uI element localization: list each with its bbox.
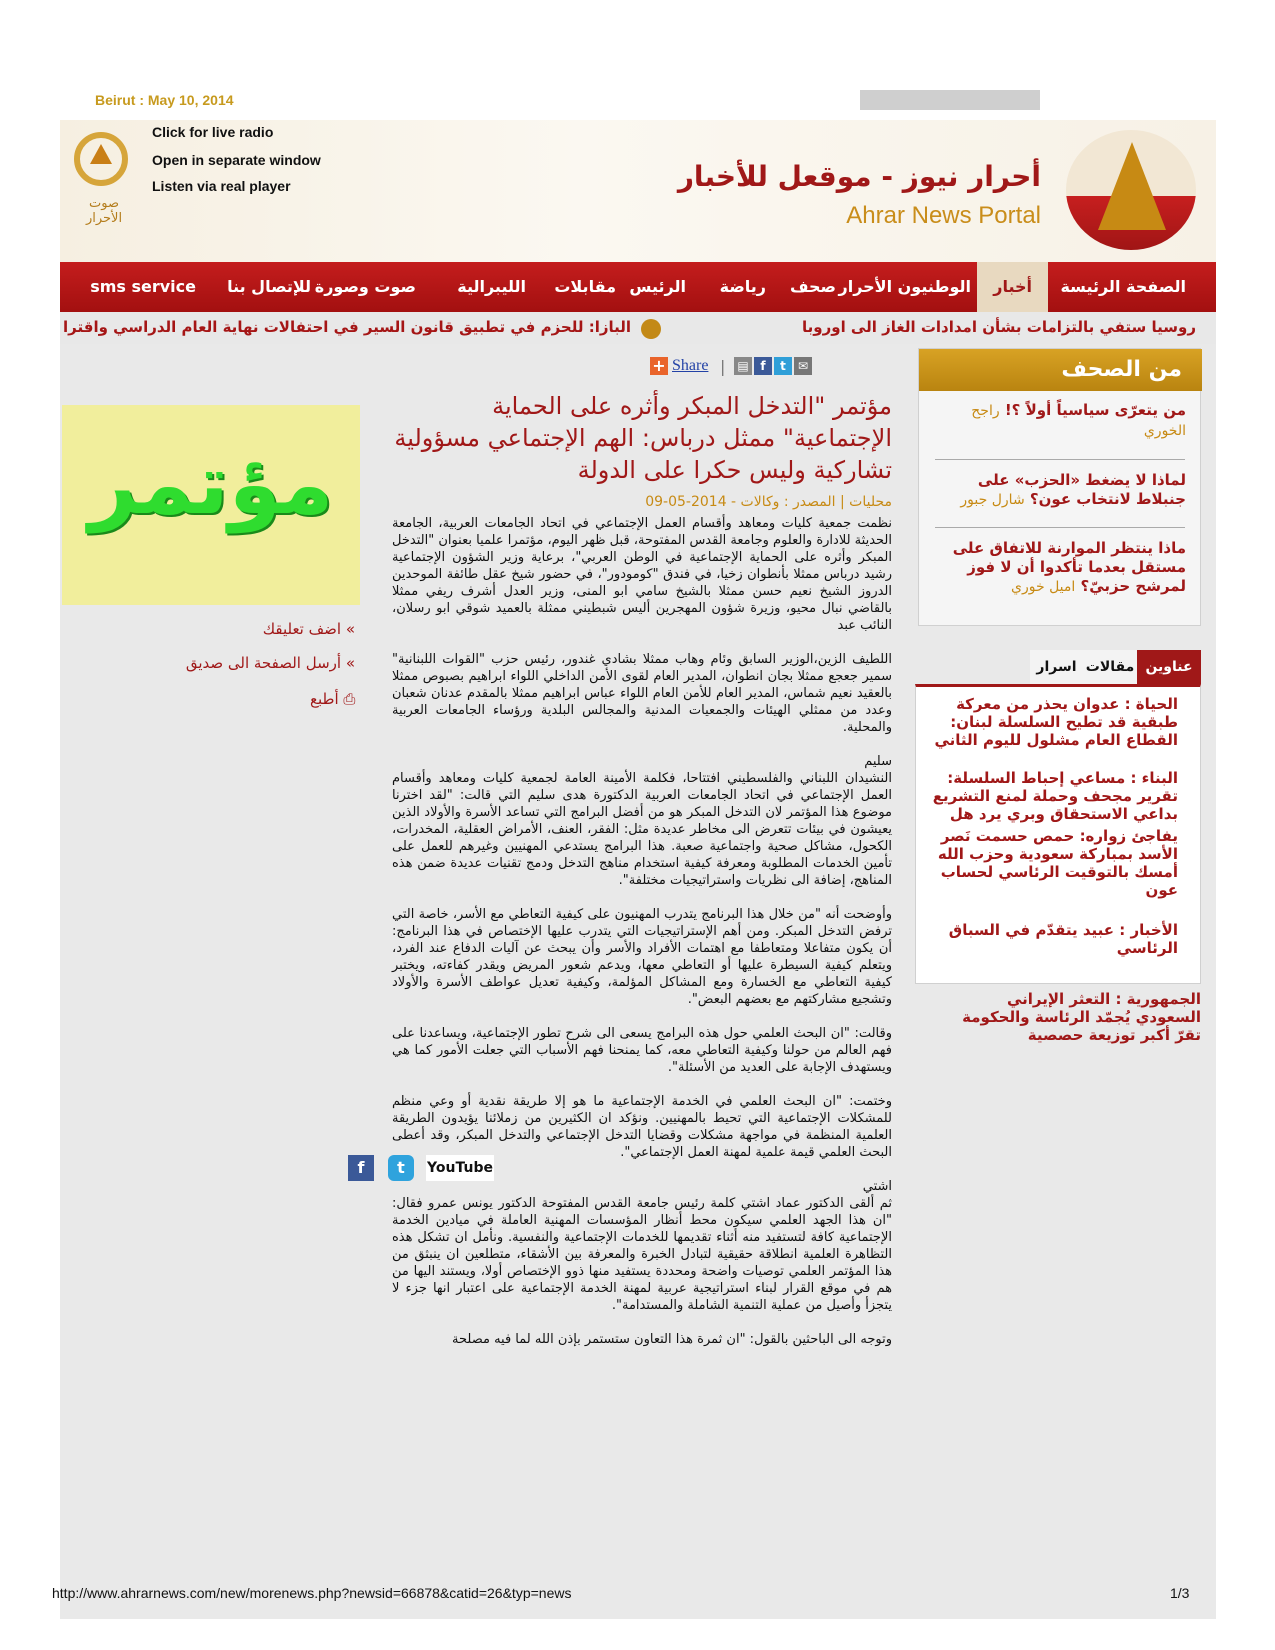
page-url: http://www.ahrarnews.com/new/morenews.php?newsid=66878&catid=26&typ=news — [52, 1585, 572, 1601]
article-body — [392, 515, 892, 1365]
headline-item[interactable]: الأخبار : عبيد يتقدّم في السباق الرئاسي — [948, 921, 1178, 957]
nav-audio-video[interactable]: صوت وصورة — [314, 277, 416, 296]
article-paragraph: وتوجه الى الباحثين بالقول: "ان ثمرة هذا التعاون ستستمر بإذن الله لما فيه مصلحة — [452, 1332, 892, 1347]
press-headline[interactable]: لماذا لا يضغط «الحزب» على جنبلاط لانتخاب عون؟ — [977, 471, 1186, 508]
email-share-icon[interactable]: ✉ — [794, 357, 812, 375]
nav-newspapers[interactable]: صحف — [789, 277, 836, 296]
article-paragraph: اللطيف الزين،الوزير السابق وئام وهاب ممثلا بشادي غندور، رئيس حزب "القوات اللبنانية" سمير جعجع ممثلا بجان انطوان، المدير العام لقوى الأمن الداخلي اللواء ابراهيم بصبوص ممثلا بالعقيد نعيم شماس، المدير العام للأمن العام اللواء عباس ابراهيم ممثلا بالمقدم عدنان شعبان وعدد من ممثلي الهيئات والجمعيات المدنية والمجالس البلدية ورؤساء الجامعات العربية والمحلية. — [392, 652, 892, 735]
headline-item[interactable]: الجمهورية : التعثر الإيراني السعودي يُجمّد الرئاسة والحكومة تقرّ أكبر توزيعة حصصية — [962, 990, 1201, 1044]
nav-news[interactable]: أخبار — [977, 262, 1048, 312]
radio-name: صوت الأحرار — [85, 196, 123, 226]
tab-secrets[interactable]: اسرار — [1030, 650, 1083, 684]
facebook-icon[interactable]: f — [348, 1155, 374, 1181]
nav-contact[interactable]: للإتصال بنا — [227, 277, 311, 296]
twitter-share-icon[interactable]: t — [774, 357, 792, 375]
print-link-label: أطبع — [310, 690, 339, 708]
live-radio-link[interactable]: Click for live radio — [152, 124, 274, 140]
youtube-label: YouTube — [427, 1160, 493, 1176]
real-player-link[interactable]: Listen via real player — [152, 178, 291, 194]
banner-placeholder — [860, 90, 1040, 110]
press-author: راجح الخوري — [971, 403, 1186, 439]
send-to-friend-link[interactable]: » أرسل الصفحة الى صديق — [185, 654, 355, 672]
tab-articles[interactable]: مقالات — [1083, 650, 1137, 684]
article-headline: مؤتمر "التدخل المبكر وأثره على الحماية الإجتماعية" ممثل درباس: الهم الإجتماعي مسؤولية تشاركية وليس حكرا على الدولة — [394, 392, 892, 484]
press-item[interactable] — [936, 401, 1186, 441]
site-header — [60, 120, 1216, 262]
press-author: شارل جبور — [960, 492, 1025, 508]
conference-image-text: مؤتمر — [88, 435, 334, 533]
press-item[interactable] — [936, 539, 1186, 597]
headline-item[interactable]: الحياة : عدوان يحذر من معركة طبقية قد تطيح السلسلة لبنان: القطاع العام مشلول لليوم الثاني — [934, 695, 1178, 749]
portal-title-english: Ahrar News Portal — [846, 202, 1041, 229]
add-comment-link[interactable]: » اضف تعليقك — [262, 620, 355, 638]
news-ticker — [60, 312, 1216, 344]
ticker-logo-icon — [641, 319, 661, 339]
headlines-panel — [915, 684, 1201, 984]
tab-headlines[interactable]: عناوين — [1137, 650, 1201, 684]
portal-title-arabic: أحرار نيوز - موقعل للأخبار — [677, 160, 1041, 193]
separate-window-link[interactable]: Open in separate window — [152, 152, 321, 168]
divider — [935, 527, 1185, 528]
article-meta: محليات | المصدر : وكالات - 2014-05-09 — [645, 494, 892, 510]
press-headline[interactable]: ماذا ينتظر الموارنة للاتفاق على مستقل بعدما تأكدوا أن لا فوز لمرشح حزبيّ؟ — [952, 539, 1186, 595]
main-navigation — [60, 262, 1216, 312]
share-link[interactable]: Share — [672, 357, 709, 374]
article-paragraph: وأوضحت أنه "من خلال هذا البرنامج يتدرب المهنيون على كيفية التعاطي مع الأسر، خاصة التي ترفض التدخل المبكر. ومن أهم الإستراتيجيات التي يتدرب عليها الإختصاص في هذا البرنامج: أن يكون متفاعلا ومتعاطفا مع اهتمات الأفراد والأسر وأن يبحث عن آليات الدفاع عند الفرد، ويتعلم كيفية السيطرة عليها أو التعاطي معها، ويدعم شعور المريض ويقدر كفاءته، ويختبر كيفية التعاطي مع الخسارة ومع المشاكل المؤلمة، وكيفية تعديل عواطف الأسرة والأولاد وتشجيع مشاركتهم مع بعضهم البعض". — [392, 907, 892, 1007]
share-plus-icon[interactable]: + — [650, 357, 668, 375]
nav-liberalism[interactable]: الليبرالية — [457, 277, 526, 296]
radio-logo-icon[interactable] — [74, 132, 128, 186]
from-press-box — [918, 348, 1201, 626]
nav-interviews[interactable]: مقابلات — [554, 277, 616, 296]
nav-home[interactable]: الصفحة الرئيسة — [1060, 277, 1186, 296]
from-press-title: من الصحف — [919, 349, 1202, 391]
article-paragraph: وختمت: "ان البحث العلمي في الخدمة الإجتماعية ما هو إلا طريقة نقدية أو وعي منظم للمشكلات الإجتماعية التي تحيط بالمهنيين. ونؤكد ان الكثيرين من زملائنا يؤيدون الطريقة العلمية المنظمة في مواجهة مشكلات وقضايا التدخل الإجتماعي والتدخل المبكر، وقد أعطى البحث العلمي قيمة علمية لمهنة العمل الإجتماعي". — [392, 1094, 892, 1160]
dateline: Beirut : May 10, 2014 — [95, 92, 234, 108]
article-paragraph: وقالت: "ان البحث العلمي حول هذه البرامج يسعى الى شرح تطور الإجتماعية، ويساعدنا على فهم العالم من حولنا وكيفية التعاطي معه، كما يمنحنا فهم الأسباب التي جعلت الأمور كما هي ويستهدف الإجابة على العديد من الأسئلة". — [392, 1026, 892, 1075]
share-separator: | — [720, 357, 726, 376]
portal-logo-icon[interactable] — [1066, 130, 1196, 250]
print-share-icon[interactable]: ▤ — [734, 357, 752, 375]
facebook-share-icon[interactable]: f — [754, 357, 772, 375]
press-headline[interactable]: من يتعرّى سياسياً أولاً ؟! — [1004, 401, 1186, 419]
article-paragraph: اشتي ثم ألقى الدكتور عماد اشتي كلمة رئيس جامعة القدس المفتوحة الدكتور يونس عمرو فقال: "ان هذا الجهد العلمي سيكون محط أنظار المؤسسات المهنية العاملة في ميادين الخدمة الإجتماعية كافة لتستفيد منه أثناء تقديمها للخدمات الإجتماعية والنفسية. ونأمل ان تشكل هذه التظاهرة العلمية انطلاقة حقيقية لتبادل الخبرة والمعرفة بين الأشقاء، متطلعين ان ينبثق من هذا المؤتمر العلمي توصيات واضحة ومحددة يستفيد منها ذوو الإختصاص أولا، ويستند اليها من هم في موقع القرار لبناء استراتيجية عربية لمهنة الخدمة الإجتماعية على اعتبار انها جزء لا يتجزأ وأصيل من عملية التنمية الشاملة والمستدامة". — [392, 1179, 892, 1313]
print-link[interactable] — [310, 690, 355, 708]
press-author: اميل خوري — [1011, 579, 1076, 595]
youtube-icon[interactable] — [426, 1155, 494, 1181]
ticker-item[interactable]: روسيا ستفي بالتزامات بشأن امدادات الغاز الى اوروبا — [802, 318, 1196, 336]
tabs-bar — [1030, 650, 1201, 684]
nav-sports[interactable]: رياضة — [719, 277, 766, 296]
article-paragraph: سليم النشيدان اللبناني والفلسطيني افتتاحا، فكلمة الأمينة العامة لجمعية كليات ومعاهد وأقسام العمل الإجتماعي في اتحاد الجامعات العربية الدكتورة هدى سليم التي قالت: "لقد اخترنا موضوع هذا المؤتمر لان التدخل المبكر هو من أفضل البرامج التي تساعد الأسرة والأولاد الذين يعيشون في بيئات تتعرض الى مخاطر عديدة مثل: الفقر، العنف، الأمراض العقلية، المخدرات، الكحول، مشاكل صحية واجتماعية صعبة. هذا البرامج يستدعي المهنيين وغيرهم للعمل على تأمين الخدمات المطلوبة ومعرفة كيفية استخدام مناهج التدخل ودمج تقنيات عديدة ضمن هذه المناهج، إضافة الى نظريات واستراتيجيات مختلفة". — [392, 754, 892, 888]
nav-national-liberals[interactable]: الوطنيون الأحرار — [838, 277, 971, 296]
headline-item[interactable]: يفاجئ زواره: حمص حسمت نَصر الأسد بمباركة سعودية وحزب الله أمسك بالتوقيت الرئاسي لحساب عون — [937, 827, 1178, 899]
press-item[interactable] — [936, 471, 1186, 510]
conference-image — [62, 405, 360, 605]
divider — [935, 459, 1185, 460]
ticker-item[interactable]: البازا: للحزم في تطبيق قانون السير في احتفالات نهاية العام الدراسي واقترا — [63, 318, 631, 336]
nav-president[interactable]: الرئيس — [629, 277, 686, 296]
printer-icon: ⎙ — [343, 690, 356, 708]
nav-sms-service[interactable]: sms service — [90, 277, 196, 296]
headline-item[interactable]: البناء : مساعي إحباط السلسلة: تقرير مجحف وحملة لمنع التشريع بداعي الاستحقاق وبري يرد هل — [932, 769, 1178, 823]
page-number: 1/3 — [1170, 1585, 1190, 1601]
article-paragraph: نظمت جمعية كليات ومعاهد وأقسام العمل الإجتماعي في اتحاد الجامعات العربية، الجامعة الحديثة للادارة والعلوم وجامعة القدس المفتوحة، قبل ظهر اليوم، مؤتمرا علميا بعنوان "التدخل المبكر وأثره على الحماية الإجتماعية في الوطن العربي"، برعاية وزير الشؤون الإجتماعية رشيد درباس ممثلا بأنطوان زخيا، في فندق "كومودور"، في حضور شيخ عقل طائفة الموحدين الدروز الشيخ نعيم حسن ممثلا بالشيخ سامي ابو المنى، وزير العدل أشرف ريفي ممثلا بالقاضي نبال محيو، وزيرة شؤون المهجرين أليس شبطيني ممثلة بالعميد شوقي ابو رسلان، النائب عبد — [392, 516, 892, 633]
twitter-icon[interactable]: t — [388, 1155, 414, 1181]
